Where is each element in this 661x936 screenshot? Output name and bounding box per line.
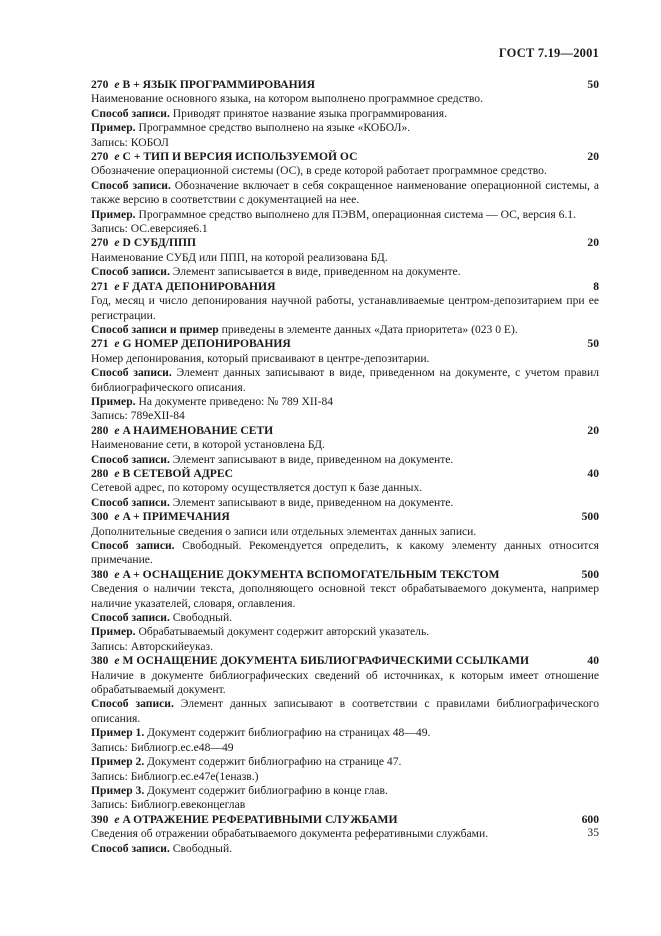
entry-text: Элемент данных записывают в соответствии с правилами библиографического описания.: [91, 697, 600, 725]
entry-text-line: [91, 784, 599, 798]
data-element-entry: [91, 280, 599, 338]
field-code: 280: [91, 466, 109, 480]
entry-text-line: [91, 222, 599, 236]
entry-heading-left: [91, 424, 273, 438]
entry-text: Обозначение включает в себя сокращенное наименование операционной системы, а также версию в соответствии с документацией на нее.: [91, 178, 599, 207]
entry-text-line: [91, 395, 599, 409]
entry-text-line: [91, 842, 599, 856]
entry-heading-left: [91, 337, 291, 351]
field-length: 500: [581, 567, 599, 581]
field-code: 271: [91, 337, 109, 351]
entry-text-line: [91, 352, 599, 366]
entry-heading: [91, 813, 599, 827]
entry-heading-left: [91, 510, 230, 524]
entry-label: Пример.: [91, 394, 136, 408]
field-code: 300: [91, 510, 109, 524]
entry-text-line: [91, 92, 599, 106]
field-code: 280: [91, 423, 109, 437]
entry-text-line: [91, 582, 599, 611]
entry-text: приведены в элементе данных «Дата приоритета» (023 0 E).: [218, 322, 518, 336]
entry-title: C + ТИП И ВЕРСИЯ ИСПОЛЬЗУЕМОЙ ОС: [122, 150, 358, 164]
entry-text: Сведения об отражении обрабатываемого документа реферативными службами.: [91, 827, 489, 841]
entry-text: На документе приведено: № 789 XII-84: [135, 394, 334, 408]
field-length: 8: [593, 279, 599, 293]
field-length: 50: [587, 78, 599, 91]
subfield-delimiter: e: [114, 466, 120, 480]
entry-text-line: [91, 179, 599, 208]
subfield-delimiter: e: [114, 510, 120, 524]
entry-text: Сведения о наличии текста, дополняющего основной текст обрабатываемого документа, например наличие указателей, словаря, оглавления.: [91, 582, 599, 610]
entry-title: B СЕТЕВОЙ АДРЕС: [122, 466, 233, 480]
entry-text: Запись: ОС.eверсияe6.1: [91, 222, 208, 236]
entry-text: Обрабатываемый документ содержит авторский указатель.: [135, 625, 430, 639]
entry-text-line: [91, 827, 599, 841]
entry-text: Программное средство выполнено на языке «КОБОЛ».: [135, 121, 411, 135]
field-length: 40: [587, 654, 599, 668]
entry-text-line: [91, 755, 599, 769]
entry-text-line: [91, 496, 599, 510]
entry-heading-left: [91, 150, 357, 164]
field-length: 20: [587, 236, 599, 250]
entry-text: Наименование СУБД или ППП, на которой реализована БД.: [91, 250, 388, 264]
entry-label: Способ записи.: [91, 495, 170, 509]
entry-text-line: [91, 697, 599, 726]
entry-title: A НАИМЕНОВАНИЕ СЕТИ: [122, 423, 274, 437]
data-element-entry: [91, 337, 599, 423]
entry-text: Свободный. Рекомендуется определить, к какому элементу данных относится примечание.: [91, 539, 599, 567]
entry-label: Пример 1.: [91, 726, 145, 740]
entry-label: Способ записи.: [91, 265, 170, 279]
entry-title: B + ЯЗЫК ПРОГРАММИРОВАНИЯ: [122, 78, 315, 91]
entry-text-line: [91, 525, 599, 539]
entry-heading-left: [91, 467, 233, 481]
entry-text-line: [91, 208, 599, 222]
entry-text-line: [91, 366, 599, 395]
entry-text: Элемент записывают в виде, приведенном на документе.: [169, 452, 454, 466]
entry-title: A + ОСНАЩЕНИЕ ДОКУМЕНТА ВСПОМОГАТЕЛЬНЫМ ТЕКСТОМ: [122, 567, 500, 581]
entry-label: Пример.: [91, 207, 136, 221]
entry-heading: [91, 467, 599, 481]
entry-label: Способ записи.: [91, 611, 170, 625]
subfield-delimiter: e: [114, 78, 120, 91]
entry-text: Документ содержит библиографию на страницах 48—49.: [144, 726, 431, 740]
entry-text: Документ содержит библиографию в конце глав.: [144, 783, 388, 797]
subfield-delimiter: e: [114, 236, 120, 250]
entry-heading: [91, 568, 599, 582]
entry-text-line: [91, 323, 599, 337]
entry-heading-left: [91, 280, 275, 294]
data-element-entry: [91, 424, 599, 467]
data-element-entry: [91, 568, 599, 654]
entry-text: Элемент данных записывают в виде, приведенном на документе, с учетом правил библиографического описания.: [91, 366, 599, 394]
entry-text: Наименование сети, в которой установлена БД.: [91, 438, 325, 452]
field-length: 600: [581, 812, 599, 826]
entry-text-line: [91, 669, 599, 698]
entry-text-line: [91, 640, 599, 654]
entry-text-line: [91, 251, 599, 265]
entry-heading: [91, 654, 599, 668]
entry-label: Способ записи.: [91, 452, 170, 466]
data-element-entry: [91, 813, 599, 856]
entry-title: G НОМЕР ДЕПОНИРОВАНИЯ: [122, 337, 291, 351]
entry-label: Пример.: [91, 625, 136, 639]
subfield-delimiter: e: [114, 654, 120, 668]
entry-heading-left: [91, 813, 398, 827]
entry-label: Способ записи.: [91, 697, 174, 711]
entry-label: Пример.: [91, 121, 136, 135]
entry-text-line: [91, 481, 599, 495]
entry-text-line: [91, 798, 599, 812]
entry-text: Наличие в документе библиографических сведений об источниках, к которым имеет отношение обрабатываемый документ.: [91, 668, 599, 697]
entry-text: Обозначение операционной системы (ОС), в среде которой работает программное средство.: [91, 164, 547, 178]
field-code: 270: [91, 78, 109, 91]
entry-text: Программное средство выполнено для ПЭВМ, операционная система — ОС, версия 6.1.: [135, 207, 576, 221]
entry-heading-left: [91, 236, 196, 250]
document-body: [91, 78, 599, 856]
entry-text-line: [91, 770, 599, 784]
entry-label: Способ записи.: [91, 841, 170, 855]
entry-text-line: [91, 265, 599, 279]
subfield-delimiter: e: [114, 812, 120, 826]
entry-text-line: [91, 741, 599, 755]
entry-heading-left: [91, 78, 315, 92]
field-length: 20: [587, 423, 599, 437]
entry-heading: [91, 337, 599, 351]
entry-text-line: [91, 539, 599, 568]
field-length: 40: [587, 466, 599, 480]
field-code: 380: [91, 567, 109, 581]
subfield-delimiter: e: [114, 279, 120, 293]
entry-title: M ОСНАЩЕНИЕ ДОКУМЕНТА БИБЛИОГРАФИЧЕСКИМИ ССЫЛКАМИ: [122, 654, 529, 668]
subfield-delimiter: e: [114, 337, 120, 351]
entry-text: Запись: 789eXII-84: [91, 409, 185, 423]
field-code: 270: [91, 236, 109, 250]
document-standard-id: ГОСТ 7.19—2001: [498, 46, 599, 60]
field-code: 390: [91, 812, 109, 826]
entry-heading: [91, 280, 599, 294]
entry-heading: [91, 78, 599, 92]
entry-text-line: [91, 438, 599, 452]
entry-text: Запись: КОБОЛ: [91, 135, 169, 149]
entry-heading: [91, 236, 599, 250]
entry-label: Способ записи.: [91, 106, 170, 120]
entry-text-line: [91, 294, 599, 323]
entry-label: Пример 2.: [91, 755, 145, 769]
entry-label: Пример 3.: [91, 783, 145, 797]
data-element-entry: [91, 236, 599, 279]
entry-heading: [91, 424, 599, 438]
entry-text: Элемент записывается в виде, приведенном на документе.: [169, 265, 461, 279]
field-length: 20: [587, 150, 599, 164]
entry-heading-left: [91, 568, 499, 582]
entry-text: Наименование основного языка, на котором выполнено программное средство.: [91, 92, 483, 106]
entry-heading-left: [91, 654, 529, 668]
data-element-entry: [91, 654, 599, 812]
field-code: 380: [91, 654, 109, 668]
entry-text-line: [91, 409, 599, 423]
entry-label: Способ записи.: [91, 366, 172, 380]
entry-label: Способ записи.: [91, 539, 175, 552]
entry-title: D СУБД/ППП: [122, 236, 197, 250]
entry-text: Год, месяц и число депонирования научной работы, устанавливаемые центром-депозитарием при ее регистрации.: [91, 294, 599, 322]
entry-text: Приводят принятое название языка программирования.: [169, 106, 447, 120]
entry-label: Способ записи.: [91, 178, 171, 192]
entry-text: Запись: Библиогр.eс.e47e(1eназв.): [91, 769, 259, 783]
field-length: 50: [587, 337, 599, 351]
entry-text: Свободный.: [169, 611, 233, 625]
data-element-entry: [91, 150, 599, 236]
subfield-delimiter: e: [114, 567, 120, 581]
entry-text-line: [91, 726, 599, 740]
field-length: 500: [581, 510, 599, 524]
data-element-entry: [91, 510, 599, 568]
entry-label: Способ записи и пример: [91, 322, 219, 336]
entry-text-line: [91, 121, 599, 135]
entry-text: Запись: Библиогр.eвeконцeглав: [91, 798, 246, 812]
entry-heading: [91, 510, 599, 524]
entry-heading: [91, 150, 599, 164]
data-element-entry: [91, 78, 599, 150]
entry-text-line: [91, 611, 599, 625]
entry-title: A ОТРАЖЕНИЕ РЕФЕРАТИВНЫМИ СЛУЖБАМИ: [122, 812, 398, 826]
entry-title: A + ПРИМЕЧАНИЯ: [122, 510, 230, 524]
field-code: 271: [91, 279, 109, 293]
field-code: 270: [91, 150, 109, 164]
entry-text-line: [91, 625, 599, 639]
entry-text-line: [91, 164, 599, 178]
subfield-delimiter: e: [114, 423, 120, 437]
entry-text-line: [91, 136, 599, 150]
entry-text: Запись: Библиогр.eс.e48—49: [91, 740, 234, 754]
entry-text: Элемент записывают в виде, приведенном на документе.: [169, 495, 454, 509]
entry-text-line: [91, 107, 599, 121]
data-element-entry: [91, 467, 599, 510]
entry-text: Запись: Авторскийeуказ.: [91, 639, 214, 653]
entry-text: Сетевой адрес, по которому осуществляется доступ к базе данных.: [91, 481, 423, 495]
entry-text: Номер депонирования, который присваивают в центре-депозитарии.: [91, 351, 430, 365]
entry-title: F ДАТА ДЕПОНИРОВАНИЯ: [122, 279, 276, 293]
entry-text: Документ содержит библиографию на странице 47.: [144, 755, 402, 769]
entry-text: Дополнительные сведения о записи или отдельных элементах данных записи.: [91, 524, 477, 538]
entry-text-line: [91, 453, 599, 467]
subfield-delimiter: e: [114, 150, 120, 164]
entry-text: Свободный.: [169, 841, 233, 855]
page-number: 35: [587, 826, 599, 839]
